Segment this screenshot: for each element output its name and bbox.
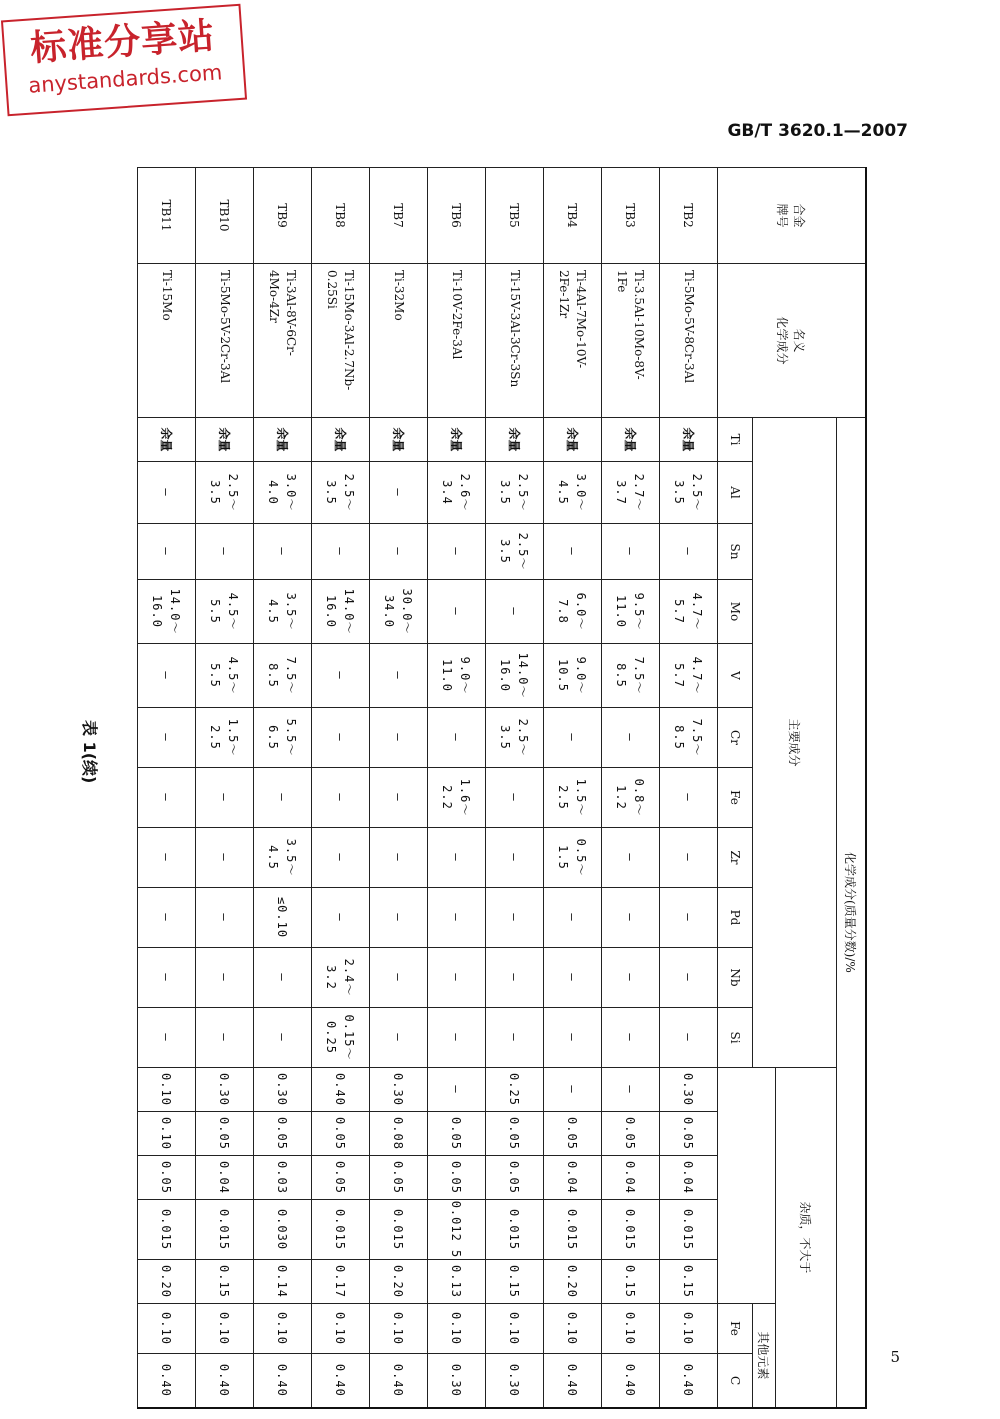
cell-total: 0.40 <box>370 1354 428 1408</box>
table-caption: 表 1(续) <box>80 720 99 784</box>
cell-fe: 0.8～ 1.2 <box>602 768 660 828</box>
cell-v: 9.0～ 10.5 <box>544 644 602 708</box>
composition-table <box>137 167 867 1409</box>
cell-cr: 5.5～ 6.5 <box>254 708 312 768</box>
cell-ti: 余量 <box>138 418 196 462</box>
cell-ife: — <box>428 1068 486 1112</box>
cell-h: 0.015 <box>602 1200 660 1260</box>
cell-total: 0.40 <box>254 1354 312 1408</box>
table-row <box>196 168 254 1408</box>
cell-single: 0.10 <box>428 1304 486 1354</box>
cell-mo: 14.0～ 16.0 <box>312 580 370 644</box>
cell-cr: 1.5～ 2.5 <box>196 708 254 768</box>
cell-single: 0.10 <box>254 1304 312 1354</box>
col-header-main: V <box>718 644 753 708</box>
cell-v: 4.7～ 5.7 <box>660 644 718 708</box>
header-main: 主要成分 <box>753 418 837 1068</box>
cell-grade: TB2 <box>660 168 718 264</box>
cell-sn: — <box>196 524 254 580</box>
cell-zr: — <box>428 828 486 888</box>
cell-name: Ti-5Mo-5V-2Cr-3Al <box>196 264 254 418</box>
cell-mo: 14.0～ 16.0 <box>138 580 196 644</box>
cell-ife: 0.25 <box>486 1068 544 1112</box>
cell-name: Ti-4Al-7Mo-10V- 2Fe-1Zr <box>544 264 602 418</box>
cell-nb: — <box>660 948 718 1008</box>
cell-name: Ti-5Mo-5V-8Cr-3Al <box>660 264 718 418</box>
cell-h: 0.015 <box>196 1200 254 1260</box>
cell-mo: 4.5～ 5.5 <box>196 580 254 644</box>
cell-c: 0.05 <box>312 1112 370 1156</box>
cell-mo: 6.0～ 7.8 <box>544 580 602 644</box>
cell-o: 0.13 <box>428 1260 486 1304</box>
cell-pd: — <box>312 888 370 948</box>
col-header-impurity: C <box>718 1354 753 1408</box>
cell-zr: — <box>486 828 544 888</box>
cell-pd: — <box>370 888 428 948</box>
table-row <box>660 168 718 1408</box>
cell-al: — <box>138 462 196 524</box>
cell-cr: 2.5～ 3.5 <box>486 708 544 768</box>
cell-grade: TB7 <box>370 168 428 264</box>
cell-single: 0.10 <box>312 1304 370 1354</box>
col-header-main: Mo <box>718 580 753 644</box>
cell-o: 0.15 <box>602 1260 660 1304</box>
cell-fe: — <box>486 768 544 828</box>
cell-zr: — <box>138 828 196 888</box>
cell-h: 0.015 <box>486 1200 544 1260</box>
cell-ti: 余量 <box>544 418 602 462</box>
cell-cr: — <box>312 708 370 768</box>
cell-n: 0.05 <box>312 1156 370 1200</box>
cell-fe: — <box>370 768 428 828</box>
cell-nb: — <box>428 948 486 1008</box>
table-row <box>544 168 602 1408</box>
cell-fe: — <box>196 768 254 828</box>
cell-ife: 0.30 <box>254 1068 312 1112</box>
cell-ife: 0.30 <box>370 1068 428 1112</box>
cell-single: 0.10 <box>370 1304 428 1354</box>
cell-sn: — <box>254 524 312 580</box>
cell-n: 0.05 <box>370 1156 428 1200</box>
cell-al: 2.5～ 3.5 <box>312 462 370 524</box>
cell-nb: — <box>138 948 196 1008</box>
table-row <box>254 168 312 1408</box>
standard-number: GB/T 3620.1—2007 <box>727 121 908 141</box>
cell-o: 0.20 <box>370 1260 428 1304</box>
rotated-table-container <box>137 167 867 1397</box>
header-chem: 化学成分(质量分数)/% <box>837 418 867 1408</box>
cell-total: 0.40 <box>312 1354 370 1408</box>
cell-o: 0.20 <box>138 1260 196 1304</box>
cell-total: 0.40 <box>602 1354 660 1408</box>
cell-grade: TB11 <box>138 168 196 264</box>
table-row <box>370 168 428 1408</box>
cell-mo: — <box>428 580 486 644</box>
cell-pd: — <box>602 888 660 948</box>
cell-c: 0.05 <box>428 1112 486 1156</box>
cell-single: 0.10 <box>196 1304 254 1354</box>
cell-pd: — <box>486 888 544 948</box>
cell-mo: 4.7～ 5.7 <box>660 580 718 644</box>
cell-sn: — <box>370 524 428 580</box>
stamp-title: 标准分享站 <box>29 15 217 70</box>
cell-c: 0.05 <box>602 1112 660 1156</box>
cell-grade: TB4 <box>544 168 602 264</box>
cell-al: 2.5～ 3.5 <box>196 462 254 524</box>
cell-pd: — <box>660 888 718 948</box>
cell-cr: — <box>138 708 196 768</box>
cell-cr: — <box>544 708 602 768</box>
cell-zr: 0.5～ 1.5 <box>544 828 602 888</box>
cell-pd: — <box>196 888 254 948</box>
stamp-url: anystandards.com <box>27 60 224 98</box>
cell-total: 0.30 <box>486 1354 544 1408</box>
cell-nb: — <box>486 948 544 1008</box>
cell-c: 0.05 <box>660 1112 718 1156</box>
cell-n: 0.04 <box>196 1156 254 1200</box>
cell-ife: 0.30 <box>660 1068 718 1112</box>
header-impurity-blank <box>718 1068 776 1304</box>
cell-total: 0.40 <box>544 1354 602 1408</box>
cell-n: 0.04 <box>602 1156 660 1200</box>
header-name: 名义 化学成分 <box>718 264 867 418</box>
cell-mo: 9.5～ 11.0 <box>602 580 660 644</box>
cell-nb: — <box>602 948 660 1008</box>
cell-sn: — <box>544 524 602 580</box>
cell-total: 0.40 <box>138 1354 196 1408</box>
cell-c: 0.05 <box>544 1112 602 1156</box>
col-header-main: Zr <box>718 828 753 888</box>
header-grade: 合金 牌号 <box>718 168 867 264</box>
cell-h: 0.015 <box>138 1200 196 1260</box>
cell-cr: — <box>370 708 428 768</box>
table-row <box>428 168 486 1408</box>
cell-o: 0.14 <box>254 1260 312 1304</box>
cell-ti: 余量 <box>312 418 370 462</box>
watermark-stamp <box>1 4 247 117</box>
col-header-main: Ti <box>718 418 753 462</box>
cell-n: 0.05 <box>138 1156 196 1200</box>
cell-sn: — <box>312 524 370 580</box>
cell-o: 0.15 <box>486 1260 544 1304</box>
cell-si: — <box>254 1008 312 1068</box>
cell-ti: 余量 <box>602 418 660 462</box>
cell-name: Ti-32Mo <box>370 264 428 418</box>
cell-v: 7.5～ 8.5 <box>254 644 312 708</box>
cell-al: 2.5～ 3.5 <box>486 462 544 524</box>
cell-nb: — <box>370 948 428 1008</box>
cell-sn: — <box>428 524 486 580</box>
cell-al: — <box>370 462 428 524</box>
cell-v: — <box>138 644 196 708</box>
cell-ti: 余量 <box>660 418 718 462</box>
cell-ti: 余量 <box>254 418 312 462</box>
cell-si: — <box>370 1008 428 1068</box>
cell-total: 0.40 <box>660 1354 718 1408</box>
cell-si: — <box>486 1008 544 1068</box>
cell-al: 3.0～ 4.5 <box>544 462 602 524</box>
cell-ife: — <box>602 1068 660 1112</box>
cell-h: 0.012 5 <box>428 1200 486 1260</box>
cell-zr: — <box>370 828 428 888</box>
cell-v: 4.5～ 5.5 <box>196 644 254 708</box>
cell-grade: TB10 <box>196 168 254 264</box>
cell-pd: — <box>428 888 486 948</box>
cell-total: 0.30 <box>428 1354 486 1408</box>
cell-fe: — <box>254 768 312 828</box>
col-header-impurity: Fe <box>718 1304 753 1354</box>
header-other: 其他元素 <box>753 1304 776 1408</box>
cell-name: Ti-10V-2Fe-3Al <box>428 264 486 418</box>
cell-zr: — <box>312 828 370 888</box>
col-header-main: Sn <box>718 524 753 580</box>
table-row <box>138 168 196 1408</box>
cell-name: Ti-15Mo-3Al-2.7Nb- 0.25Si <box>312 264 370 418</box>
cell-name: Ti-3Al-8V-6Cr- 4Mo-4Zr <box>254 264 312 418</box>
cell-v: 14.0～ 16.0 <box>486 644 544 708</box>
cell-v: 9.0～ 11.0 <box>428 644 486 708</box>
cell-mo: — <box>486 580 544 644</box>
table-row <box>602 168 660 1408</box>
cell-ife: 0.30 <box>196 1068 254 1112</box>
col-header-main: Si <box>718 1008 753 1068</box>
cell-o: 0.15 <box>196 1260 254 1304</box>
cell-o: 0.20 <box>544 1260 602 1304</box>
cell-single: 0.10 <box>660 1304 718 1354</box>
cell-si: 0.15～ 0.25 <box>312 1008 370 1068</box>
cell-sn: — <box>602 524 660 580</box>
cell-n: 0.04 <box>544 1156 602 1200</box>
cell-fe: — <box>660 768 718 828</box>
cell-zr: 3.5～ 4.5 <box>254 828 312 888</box>
cell-name: Ti-15V-3Al-3Cr-3Sn <box>486 264 544 418</box>
cell-h: 0.015 <box>660 1200 718 1260</box>
cell-pd: — <box>544 888 602 948</box>
cell-si: — <box>428 1008 486 1068</box>
cell-nb: — <box>544 948 602 1008</box>
cell-mo: 3.5～ 4.5 <box>254 580 312 644</box>
cell-single: 0.10 <box>486 1304 544 1354</box>
cell-si: — <box>602 1008 660 1068</box>
cell-v: — <box>370 644 428 708</box>
cell-h: 0.015 <box>370 1200 428 1260</box>
header-impurity: 杂质，不大于 <box>776 1068 837 1408</box>
cell-n: 0.05 <box>428 1156 486 1200</box>
cell-ti: 余量 <box>428 418 486 462</box>
cell-si: — <box>544 1008 602 1068</box>
cell-cr: 7.5～ 8.5 <box>660 708 718 768</box>
cell-fe: 1.6～ 2.2 <box>428 768 486 828</box>
cell-single: 0.10 <box>602 1304 660 1354</box>
cell-name: Ti-15Mo <box>138 264 196 418</box>
cell-ife: — <box>544 1068 602 1112</box>
cell-grade: TB3 <box>602 168 660 264</box>
cell-si: — <box>660 1008 718 1068</box>
cell-nb: — <box>196 948 254 1008</box>
cell-cr: — <box>428 708 486 768</box>
col-header-main: Fe <box>718 768 753 828</box>
cell-h: 0.015 <box>544 1200 602 1260</box>
cell-ti: 余量 <box>370 418 428 462</box>
cell-c: 0.05 <box>196 1112 254 1156</box>
col-header-main: Pd <box>718 888 753 948</box>
cell-c: 0.05 <box>486 1112 544 1156</box>
page-number: 5 <box>890 1348 900 1366</box>
cell-sn: — <box>138 524 196 580</box>
cell-h: 0.015 <box>312 1200 370 1260</box>
cell-fe: — <box>312 768 370 828</box>
cell-zr: — <box>196 828 254 888</box>
cell-mo: 30.0～ 34.0 <box>370 580 428 644</box>
cell-pd: — <box>138 888 196 948</box>
cell-al: 2.7～ 3.7 <box>602 462 660 524</box>
cell-sn: — <box>660 524 718 580</box>
cell-fe: — <box>138 768 196 828</box>
cell-ti: 余量 <box>196 418 254 462</box>
cell-total: 0.40 <box>196 1354 254 1408</box>
cell-fe: 1.5～ 2.5 <box>544 768 602 828</box>
cell-ti: 余量 <box>486 418 544 462</box>
cell-zr: — <box>602 828 660 888</box>
cell-al: 3.0～ 4.0 <box>254 462 312 524</box>
cell-v: — <box>312 644 370 708</box>
cell-grade: TB5 <box>486 168 544 264</box>
table-row <box>312 168 370 1408</box>
cell-single: 0.10 <box>138 1304 196 1354</box>
cell-si: — <box>138 1008 196 1068</box>
cell-grade: TB9 <box>254 168 312 264</box>
cell-ife: 0.10 <box>138 1068 196 1112</box>
cell-n: 0.04 <box>660 1156 718 1200</box>
col-header-main: Nb <box>718 948 753 1008</box>
cell-o: 0.15 <box>660 1260 718 1304</box>
cell-si: — <box>196 1008 254 1068</box>
cell-h: 0.030 <box>254 1200 312 1260</box>
cell-name: Ti-3.5Al-10Mo-8V- 1Fe <box>602 264 660 418</box>
cell-grade: TB8 <box>312 168 370 264</box>
cell-al: 2.6～ 3.4 <box>428 462 486 524</box>
cell-ife: 0.40 <box>312 1068 370 1112</box>
cell-cr: — <box>602 708 660 768</box>
cell-sn: 2.5～ 3.5 <box>486 524 544 580</box>
cell-n: 0.03 <box>254 1156 312 1200</box>
cell-nb: 2.4～ 3.2 <box>312 948 370 1008</box>
cell-c: 0.10 <box>138 1112 196 1156</box>
cell-nb: — <box>254 948 312 1008</box>
cell-o: 0.17 <box>312 1260 370 1304</box>
cell-single: 0.10 <box>544 1304 602 1354</box>
cell-pd: ≤0.10 <box>254 888 312 948</box>
table-row <box>486 168 544 1408</box>
cell-al: 2.5～ 3.5 <box>660 462 718 524</box>
cell-grade: TB6 <box>428 168 486 264</box>
cell-n: 0.05 <box>486 1156 544 1200</box>
cell-c: 0.05 <box>254 1112 312 1156</box>
cell-zr: — <box>660 828 718 888</box>
col-header-main: Cr <box>718 708 753 768</box>
cell-v: 7.5～ 8.5 <box>602 644 660 708</box>
col-header-main: Al <box>718 462 753 524</box>
cell-c: 0.08 <box>370 1112 428 1156</box>
